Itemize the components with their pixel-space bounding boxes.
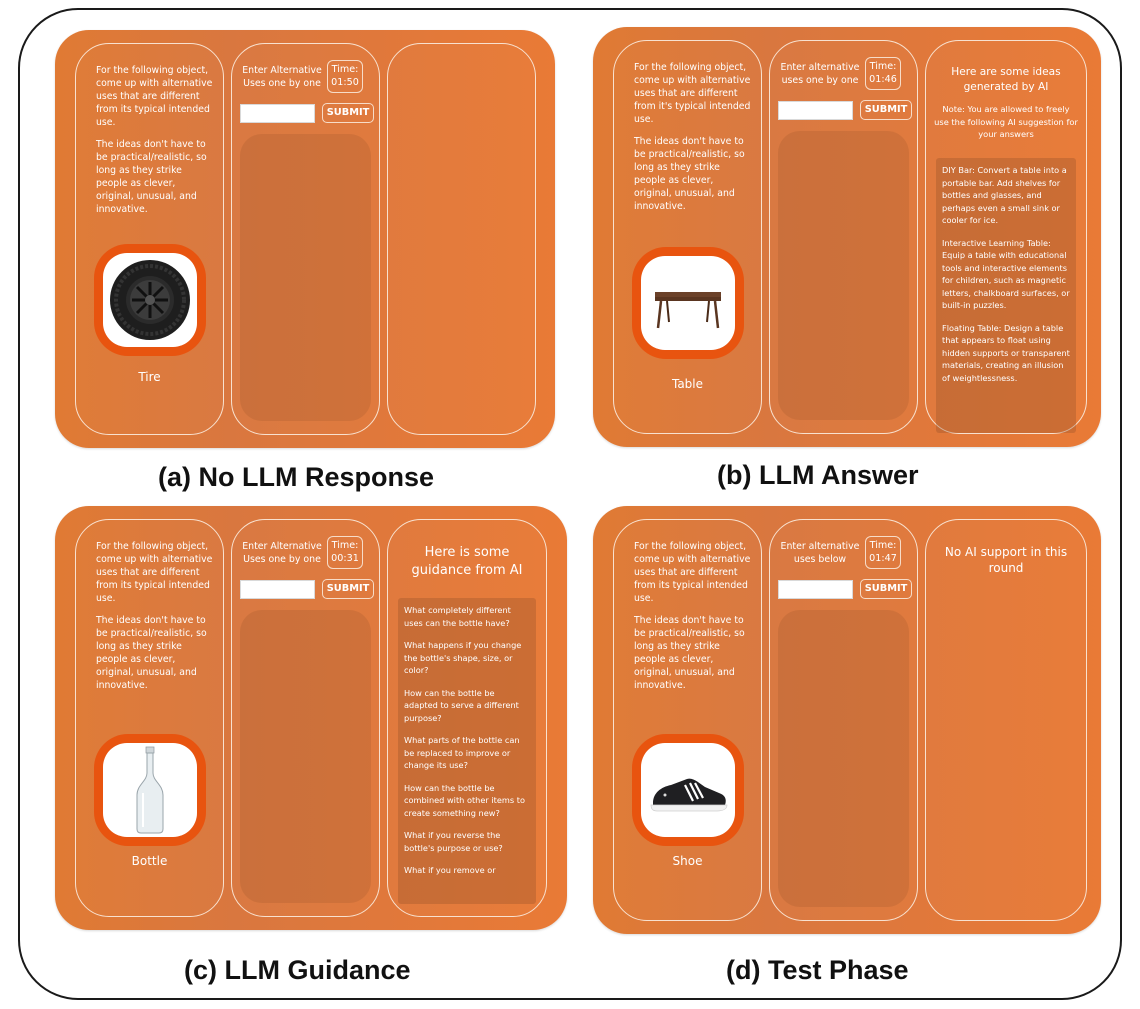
instructions — [634, 540, 751, 701]
ai-title: Here is some guidance from AI — [411, 545, 523, 578]
timer — [865, 57, 901, 90]
ai-panel-empty — [387, 43, 536, 435]
time-value: 01:50 — [331, 77, 359, 88]
submit-button[interactable]: SUBMIT — [860, 579, 912, 599]
ai-idea: DIY Bar: Convert a table into a portable bar. Add shelves for bottles and glasses, and perhaps even a small sink or cooler for ice. — [942, 165, 1067, 225]
instruction-text-1: For the following object, come up with alternative uses that are different from its typical intended use. — [96, 541, 213, 604]
instructions — [96, 540, 213, 701]
answers-list — [778, 131, 909, 420]
answer-input[interactable] — [240, 580, 315, 599]
ai-question: What if you remove or — [404, 865, 496, 875]
bottle-image — [103, 743, 197, 837]
answers-list — [240, 134, 371, 421]
table-image — [641, 256, 735, 350]
instructions — [634, 61, 751, 222]
timer — [327, 60, 363, 93]
time-value: 01:47 — [869, 553, 897, 564]
ai-idea: Interactive Learning Table: Equip a table with educational tools and interactive elements for children, such as magnetic letters, chalkboard surfaces, or built-in puzzles. — [942, 237, 1070, 310]
ai-title: Here are some ideas generated by AI — [951, 66, 1061, 93]
ai-idea: Floating Table: Design a table that appears to float using hidden supports or transparent materials, creating an illusion of weightlessness. — [942, 322, 1070, 383]
answers-list — [240, 610, 371, 903]
ai-panel — [925, 519, 1087, 921]
screen-b — [593, 27, 1101, 447]
ai-question: What completely different uses can the bottle have? — [404, 605, 511, 628]
entry-panel — [769, 519, 918, 921]
enter-label: Enter alternative uses one by one — [780, 62, 860, 86]
object-image-frame — [94, 734, 206, 846]
answers-list — [778, 610, 909, 907]
ai-ideas-box — [936, 158, 1076, 433]
instruction-text-2: The ideas don't have to be practical/realistic, so long as they strike people as clever, original, unusual, and innovative. — [96, 615, 207, 691]
answer-input[interactable] — [778, 580, 853, 599]
instruction-text-1: For the following object, come up with alternative uses that are different from it's typical intended use. — [634, 62, 751, 125]
screen-c — [55, 506, 567, 930]
time-label: Time: — [331, 540, 359, 551]
time-label: Time: — [869, 540, 897, 551]
instruction-panel — [613, 519, 762, 921]
object-image-frame — [632, 247, 744, 359]
caption-d: (d) Test Phase — [726, 955, 909, 985]
ai-question: What if you reverse the bottle's purpose or use? — [404, 830, 503, 853]
ai-panel — [925, 40, 1087, 434]
object-name: Table — [671, 377, 704, 391]
submit-button[interactable]: SUBMIT — [322, 103, 374, 123]
instruction-panel — [613, 40, 762, 434]
instruction-panel — [75, 519, 224, 917]
object-name: Bottle — [131, 854, 168, 868]
enter-label: Enter Alternative Uses one by one — [242, 65, 322, 89]
ai-title: No AI support in this round — [944, 545, 1068, 575]
instruction-text-2: The ideas don't have to be practical/realistic, so long as they strike people as clever, original, unusual, and innovative. — [634, 136, 745, 212]
caption-a: (a) No LLM Response — [158, 462, 435, 492]
submit-button[interactable]: SUBMIT — [860, 100, 912, 120]
entry-panel — [231, 43, 380, 435]
tire-image — [103, 253, 197, 347]
screen-a — [55, 30, 555, 448]
object-name: Tire — [138, 370, 161, 384]
instruction-text-2: The ideas don't have to be practical/realistic, so long as they strike people as clever, original, unusual, and innovative. — [96, 139, 207, 215]
submit-button[interactable]: SUBMIT — [322, 579, 374, 599]
ai-question: What happens if you change the bottle's shape, size, or color? — [404, 640, 522, 675]
object-image-frame — [632, 734, 744, 846]
ai-panel — [387, 519, 547, 917]
ai-question: How can the bottle be adapted to serve a different purpose? — [404, 687, 519, 723]
ai-question: What parts of the bottle can be replaced to improve or change its use? — [404, 735, 520, 770]
timer — [865, 536, 901, 569]
entry-panel — [231, 519, 380, 917]
ai-question: How can the bottle be combined with other items to create something new? — [404, 782, 525, 818]
instructions — [96, 64, 213, 225]
instruction-text-1: For the following object, come up with alternative uses that are different from its typical intended use. — [96, 65, 213, 128]
enter-label: Enter alternative uses below — [780, 541, 860, 565]
answer-input[interactable] — [778, 101, 853, 120]
time-value: 00:31 — [331, 553, 359, 564]
instruction-text-2: The ideas don't have to be practical/realistic, so long as they strike people as clever, original, unusual, and innovative. — [634, 615, 745, 691]
instruction-panel — [75, 43, 224, 435]
time-label: Time: — [331, 64, 359, 75]
ai-guidance-box — [398, 598, 536, 904]
instruction-text-1: For the following object, come up with alternative uses that are different from its typical intended use. — [634, 541, 751, 604]
ai-note: Note: You are allowed to freely use the following AI suggestion for your answers — [934, 104, 1078, 139]
timer — [327, 536, 363, 569]
entry-panel — [769, 40, 918, 434]
object-name: Shoe — [672, 854, 703, 868]
time-label: Time: — [869, 61, 897, 72]
screen-d — [593, 506, 1101, 934]
shoe-image — [641, 743, 735, 837]
enter-label: Enter Alternative Uses one by one — [242, 541, 322, 565]
object-image-frame — [94, 244, 206, 356]
answer-input[interactable] — [240, 104, 315, 123]
time-value: 01:46 — [869, 74, 897, 85]
caption-c: (c) LLM Guidance — [184, 955, 411, 985]
caption-b: (b) LLM Answer — [717, 460, 919, 490]
